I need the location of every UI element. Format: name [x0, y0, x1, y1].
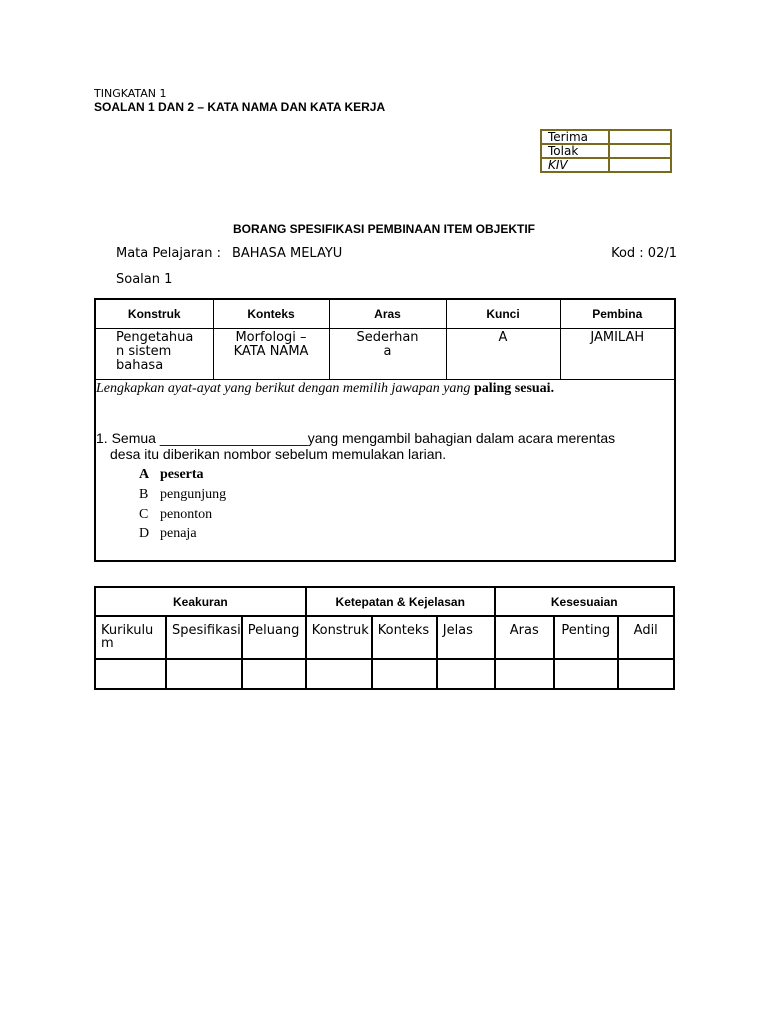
- spec-table: [96, 300, 674, 380]
- eval-criterion-kurikulum: Kurikulu m: [95, 616, 166, 659]
- status-row-terima: [541, 130, 671, 144]
- option-b: [139, 487, 226, 503]
- option-c: [139, 507, 212, 523]
- spec-cell-kunci: A: [446, 329, 560, 380]
- status-row-kiv: [541, 158, 671, 172]
- eval-input-kurikulum[interactable]: [95, 659, 166, 689]
- option-b-letter: B: [139, 487, 149, 502]
- level-label: TINGKATAN 1: [94, 87, 167, 100]
- option-d-text: penaja: [160, 526, 197, 541]
- spec-cell-konteks: Morfologi – KATA NAMA: [213, 329, 329, 380]
- status-row-tolak: [541, 144, 671, 158]
- instruction-emphasis: paling sesuai.: [473, 381, 555, 396]
- question-number: Soalan 1: [116, 272, 173, 287]
- status-box-kiv[interactable]: [609, 158, 671, 172]
- instruction-text: Lengkapkan ayat-ayat yang berikut dengan memilih jawapan yang: [96, 381, 474, 396]
- evaluation-table: [94, 586, 675, 690]
- eval-group-keakuran: Keakuran: [95, 587, 306, 616]
- question-stem-line1: 1. Semua ___________________yang mengambil bahagian dalam acara merentas: [96, 430, 616, 446]
- option-a-letter: A: [139, 467, 150, 482]
- eval-criterion-konteks: Konteks: [372, 616, 437, 659]
- status-label-tolak: Tolak: [541, 144, 609, 158]
- eval-criterion-peluang: Peluang: [242, 616, 306, 659]
- option-b-text: pengunjung: [160, 487, 227, 502]
- eval-input-jelas[interactable]: [437, 659, 495, 689]
- option-d-letter: D: [139, 526, 150, 541]
- option-d: [139, 526, 197, 542]
- eval-criterion-jelas: Jelas: [437, 616, 495, 659]
- option-a-text: peserta: [160, 467, 204, 482]
- eval-input-peluang[interactable]: [242, 659, 306, 689]
- form-title: BORANG SPESIFIKASI PEMBINAAN ITEM OBJEKTIF: [232, 222, 536, 236]
- spec-cell-pembina: JAMILAH: [560, 329, 674, 380]
- status-checkbox-table: [540, 129, 672, 173]
- eval-criterion-spesifikasi: Spesifikasi: [166, 616, 242, 659]
- question-instruction: [96, 381, 554, 397]
- status-box-terima[interactable]: [609, 130, 671, 144]
- spec-cell-aras: Sederhan a: [329, 329, 446, 380]
- eval-input-spesifikasi[interactable]: [166, 659, 242, 689]
- subject-label: Mata Pelajaran :: [116, 246, 221, 261]
- option-c-letter: C: [139, 507, 149, 522]
- eval-input-adil[interactable]: [618, 659, 674, 689]
- spec-cell-konstruk: Pengetahua n sistem bahasa: [96, 329, 213, 380]
- eval-input-konstruk[interactable]: [306, 659, 372, 689]
- status-box-tolak[interactable]: [609, 144, 671, 158]
- eval-input-penting[interactable]: [554, 659, 618, 689]
- eval-criterion-konstruk: Konstruk: [306, 616, 372, 659]
- item-code: Kod : 02/1: [611, 246, 677, 261]
- eval-input-aras[interactable]: [495, 659, 554, 689]
- eval-group-kesesuaian: Kesesuaian: [495, 587, 674, 616]
- eval-group-row: [95, 587, 674, 616]
- option-a: [139, 467, 204, 483]
- spec-header-kunci: Kunci: [446, 300, 560, 329]
- eval-group-ketepatan: Ketepatan & Kejelasan: [306, 587, 495, 616]
- eval-criterion-penting: Penting: [554, 616, 618, 659]
- option-c-text: penonton: [160, 507, 213, 522]
- spec-data-row: [96, 329, 674, 380]
- spec-header-konstruk: Konstruk: [96, 300, 213, 329]
- eval-criteria-row: [95, 616, 674, 659]
- status-label-terima: Terima: [541, 130, 609, 144]
- eval-input-konteks[interactable]: [372, 659, 437, 689]
- spec-header-pembina: Pembina: [560, 300, 674, 329]
- spec-header-row: [96, 300, 674, 329]
- eval-criterion-adil: Adil: [618, 616, 674, 659]
- spec-header-aras: Aras: [329, 300, 446, 329]
- eval-input-row: [95, 659, 674, 689]
- question-stem-line2: desa itu diberikan nombor sebelum memulakan larian.: [110, 446, 447, 462]
- status-label-kiv: KIV: [541, 158, 609, 172]
- eval-criterion-aras: Aras: [495, 616, 554, 659]
- subject-value: BAHASA MELAYU: [232, 246, 343, 261]
- document-subtitle: SOALAN 1 DAN 2 – KATA NAMA DAN KATA KERJA: [94, 100, 386, 114]
- spec-header-konteks: Konteks: [213, 300, 329, 329]
